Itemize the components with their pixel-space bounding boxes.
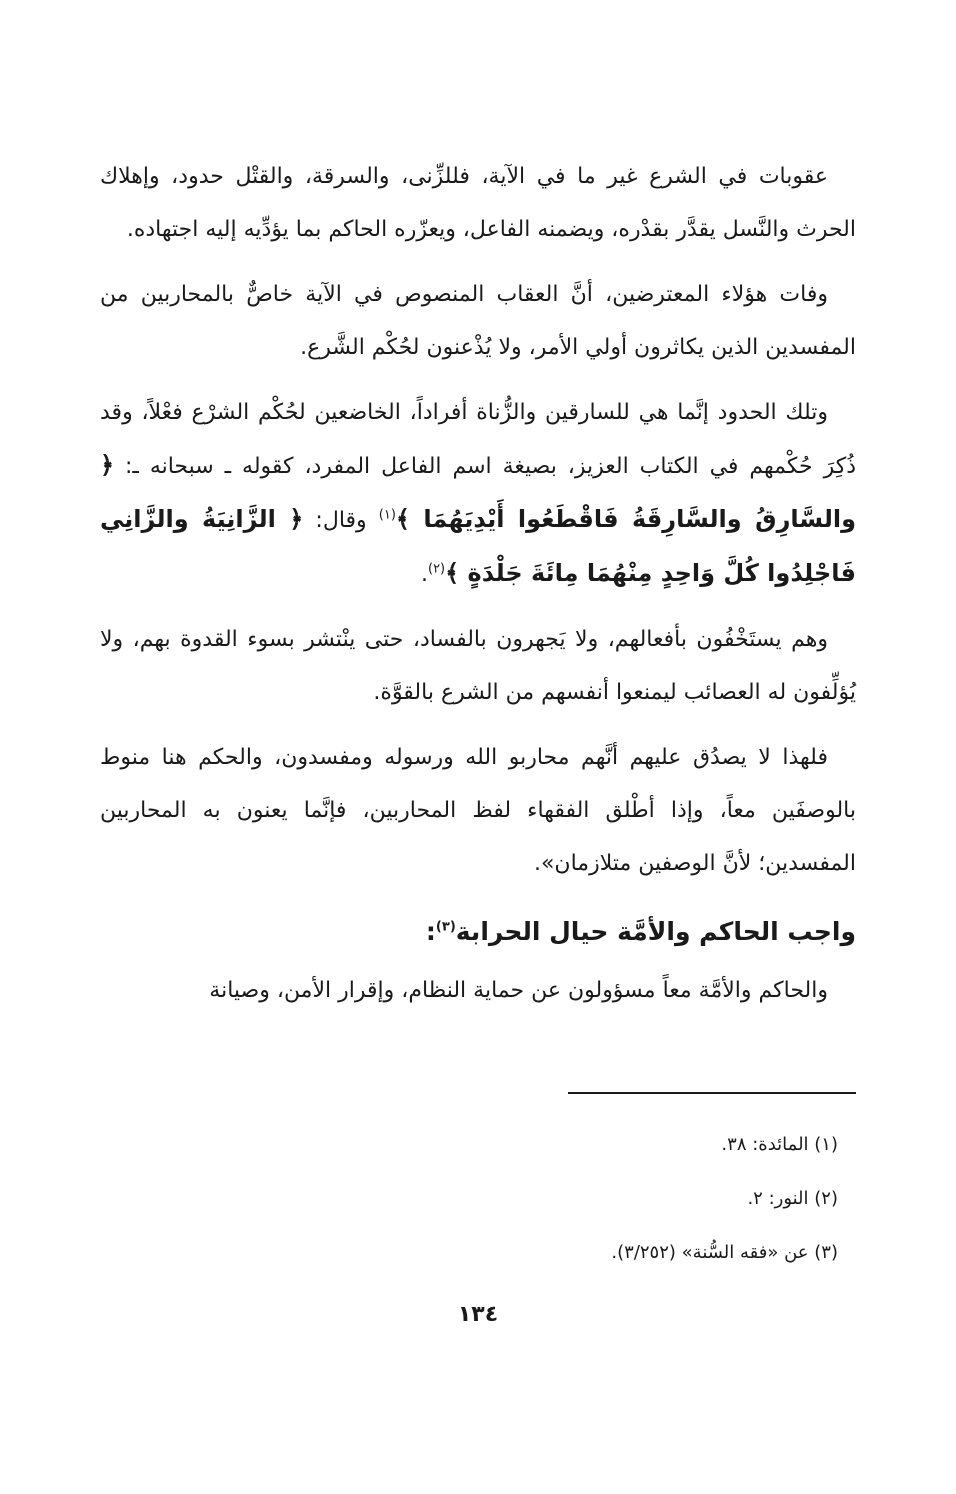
paragraph-5: فلهذا لا يصدُق عليهم أنَّهم محاربو الله ورسوله ومفسدون، والحكم هنا منوط بالوصفَين معاً، وإذا أطْلق الفقهاء لفظ المحاربين، فإنَّما يعنون به المحاربين المفسدين؛ لأنَّ الوصفين متلازمان». [100,745,856,876]
paragraph-3-said: وقال: [315,508,379,533]
section-heading-colon: : [425,917,436,946]
paragraph-3 [100,386,856,601]
footnote-ref-3: (٣) [435,919,456,935]
paragraph-1: عقوبات في الشرع غير ما في الآية، فللزِّنى، والسرقة، والقتْل حدود، وإهلاك الحرث والنَّسل يقدَّر بقدْره، ويضمنه الفاعل، ويعزّره الحاكم بما يؤدِّيه إليه اجتهاده. [100,164,856,242]
quran-verse-theft: ﴿ والسَّارِقُ والسَّارِقَةُ فَاقْطَعُوا أَيْدِيَهُمَا ﴾ [100,451,856,533]
paragraph-6: والحاكم والأمَّة معاً مسؤولون عن حماية النظام، وإقرار الأمن، وصيانة [209,978,828,1003]
footnote-1: (١) المائدة: ٣٨. [721,1134,838,1155]
paragraph-3-text: وتلك الحدود إنَّما هي للسارقين والزُّناة أفراداً، الخاضعين لحُكْم الشرْع فعْلاً، وقد ذُكِرَ حُكْمهم في الكتاب العزيز، بصيغة اسم الفاعل المفرد، كقوله ـ سبحانه ـ: [100,400,856,479]
section-heading [100,902,856,962]
footnote-divider [568,1092,856,1094]
footnotes [338,1118,838,1280]
page-number: ١٣٤ [457,1302,499,1327]
main-text [100,150,856,1029]
footnote-ref-1: (١) [378,507,396,523]
footnote-3: (٣) عن «فقه السُّنة» (٣/٢٥٢). [611,1242,838,1263]
section-heading-text: واجب الحاكم والأمَّة حيال الحرابة [455,917,856,946]
paragraph-2: وفات هؤلاء المعترضين، أنَّ العقاب المنصوص في الآية خاصٌّ بالمحاربين من المفسدين الذين يكاثرون أولي الأمر، ولا يُذْعنون لحُكْم الشَّرع. [100,282,856,360]
footnote-ref-2: (٢) [427,561,446,577]
quran-verse-adultery: ﴿ الزَّانِيَةُ والزَّانِي فَاجْلِدُوا كُلَّ وَاحِدٍ مِنْهُمَا مِائَةَ جَلْدَةٍ ﴾ [100,505,856,587]
paragraph-4: وهم يستَخْفُون بأفعالهم، ولا يَجهرون بالفساد، حتى ينْتشر بسوء القدوة بهم، ولا يُؤلِّفون له العصائب ليمنعوا أنفسهم من الشرع بالقوَّة. [100,627,856,705]
paragraph-3-end: . [420,562,428,587]
footnote-2: (٢) النور: ٢. [747,1188,838,1209]
